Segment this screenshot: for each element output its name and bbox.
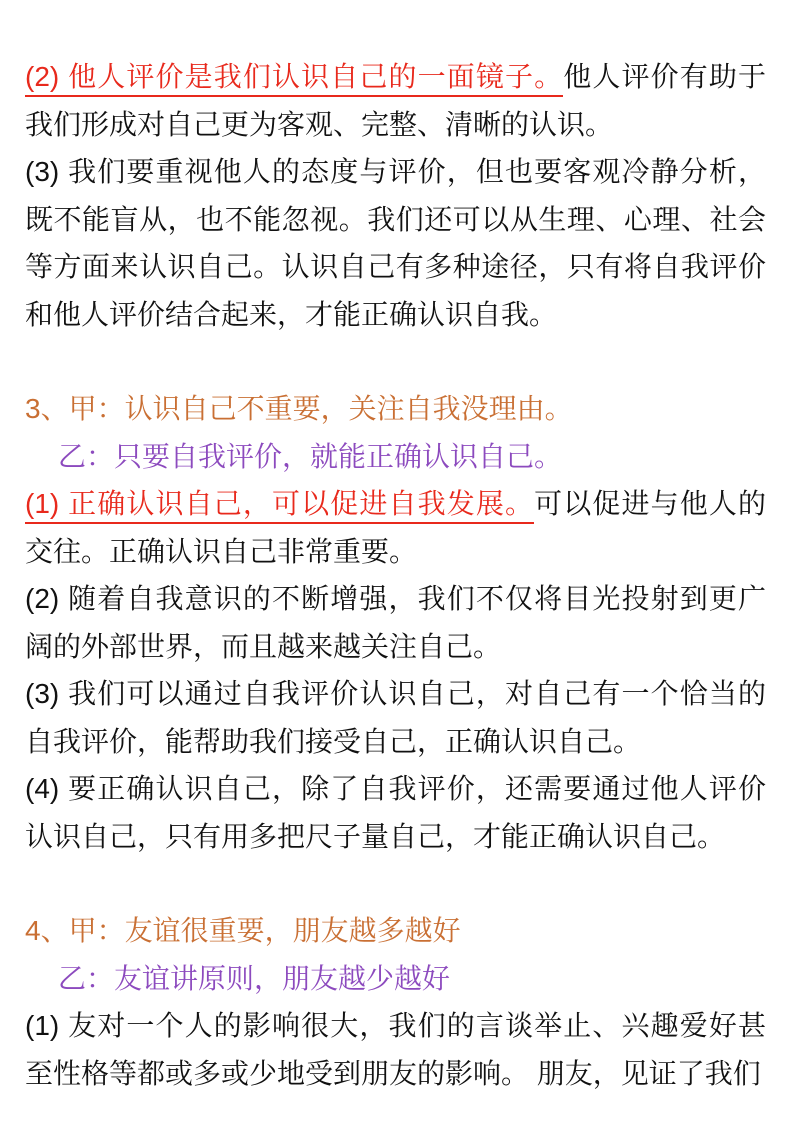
paragraph [25, 765, 766, 860]
text-segment-red-underline: (2) 他人评价是我们认识自己的一面镜子。 [25, 61, 563, 97]
text-segment-plain: 可以促进与他人的交往。正确认识自己非常重要。 [25, 488, 766, 567]
paragraph [25, 1002, 766, 1097]
text-segment-orange: 4、甲：友谊很重要，朋友越多越好 [25, 915, 461, 946]
paragraph [25, 955, 766, 1003]
paragraph [25, 480, 766, 575]
text-segment-plain: (1) 友对一个人的影响很大，我们的言谈举止、兴趣爱好甚至性格等都或多或少地受到朋友的影响。 朋友，见证了我们 [25, 1010, 766, 1089]
text-segment-plain: (4) 要正确认识自己，除了自我评价，还需要通过他人评价认识自己，只有用多把尺子量自己，才能正确认识自己。 [25, 773, 766, 852]
paragraph [25, 148, 766, 338]
text-segment-plain: 他人评价有助于我们形成对自己更为客观、完整、清晰的认识。 [25, 61, 766, 140]
paragraph [25, 385, 766, 433]
paragraph [25, 53, 766, 148]
text-segment-plain: (3) 我们要重视他人的态度与评价，但也要客观冷静分析，既不能盲从，也不能忽视。我们还可以从生理、心理、社会等方面来认识自己。认识自己有多种途径，只有将自我评价和他人评价结合起来，才能正确认识自我。 [25, 156, 766, 330]
text-segment-red-underline: (1) 正确认识自己，可以促进自我发展。 [25, 488, 534, 524]
text-segment-plain: (3) 我们可以通过自我评价认识自己，对自己有一个恰当的自我评价，能帮助我们接受自己，正确认识自己。 [25, 678, 766, 757]
text-segment-plain: (2) 随着自我意识的不断增强，我们不仅将目光投射到更广阔的外部世界，而且越来越关注自己。 [25, 583, 766, 662]
text-segment-purple: 乙：只要自我评价，就能正确认识自己。 [58, 440, 563, 472]
text-segment-purple: 乙：友谊讲原则，朋友越少越好 [58, 962, 451, 994]
paragraph [25, 575, 766, 670]
text-segment-orange: 3、甲：认识自己不重要，关注自我没理由。 [25, 393, 573, 424]
paragraph [25, 433, 766, 481]
paragraph [25, 907, 766, 955]
paragraph [25, 670, 766, 765]
